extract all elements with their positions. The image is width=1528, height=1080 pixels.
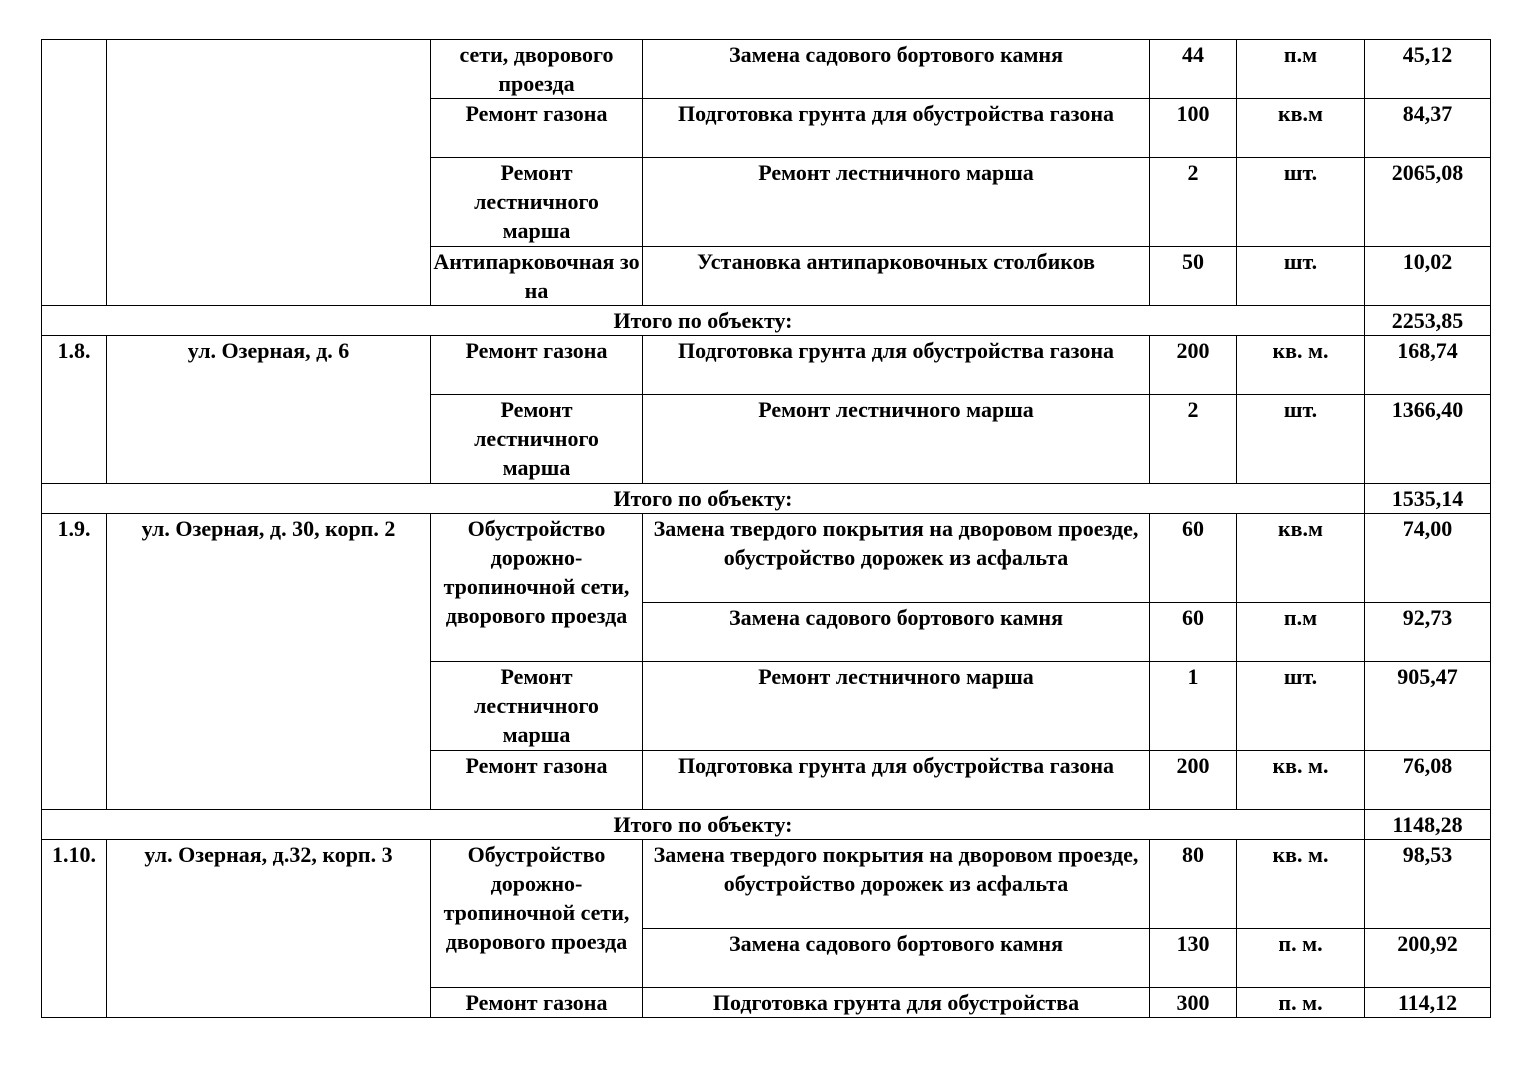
quantity-cell: 44: [1150, 40, 1237, 99]
work-description-line: Замена твердого покрытия на дворовом проезде,: [653, 516, 1139, 541]
table-row: [42, 514, 1491, 603]
row-number-cell: 1.9.: [42, 514, 107, 810]
work-category-cell: Ремонт газона: [431, 336, 643, 395]
subtotal-label: Итого по объекту:: [42, 810, 1365, 840]
work-category-cell: Обустройство дорожно-тропиночной сети, дворового проезда: [431, 514, 643, 662]
work-description-cell: Установка антипарковочных столбиков: [643, 247, 1150, 306]
cost-cell: 45,12: [1365, 40, 1491, 99]
cost-cell: 92,73: [1365, 603, 1491, 662]
quantity-cell: 60: [1150, 603, 1237, 662]
works-table: [41, 39, 1491, 1018]
quantity-cell: 2: [1150, 395, 1237, 484]
work-description-cell: Подготовка грунта для обустройства газона: [643, 336, 1150, 395]
quantity-cell: 300: [1150, 988, 1237, 1018]
work-description-cell: Подготовка грунта для обустройства газона: [643, 99, 1150, 158]
table-row: [42, 840, 1491, 929]
address-cell: ул. Озерная, д.32, корп. 3: [107, 840, 431, 1018]
work-category-cell: Ремонт лестничного марша: [431, 395, 643, 484]
work-description-cell: Замена садового бортового камня: [643, 40, 1150, 99]
cost-cell: 114,12: [1365, 988, 1491, 1018]
work-category-cell: Ремонт газона: [431, 99, 643, 158]
unit-cell: п. м.: [1237, 988, 1365, 1018]
subtotal-row: [42, 810, 1491, 840]
quantity-cell: 50: [1150, 247, 1237, 306]
quantity-cell: 200: [1150, 336, 1237, 395]
subtotal-sum: 2253,85: [1365, 306, 1491, 336]
unit-cell: п.м: [1237, 603, 1365, 662]
subtotal-row: [42, 306, 1491, 336]
address-cell: ул. Озерная, д. 6: [107, 336, 431, 484]
cost-cell: 84,37: [1365, 99, 1491, 158]
cost-cell: 905,47: [1365, 662, 1491, 751]
work-category-cell: Ремонт лестничного марша: [431, 662, 643, 751]
quantity-cell: 1: [1150, 662, 1237, 751]
subtotal-label: Итого по объекту:: [42, 484, 1365, 514]
unit-cell: шт.: [1237, 395, 1365, 484]
unit-cell: кв. м.: [1237, 840, 1365, 929]
subtotal-row: [42, 484, 1491, 514]
work-category-cell: Антипарковочная зона: [431, 247, 643, 306]
work-description-cell: Подготовка грунта для обустройства газона: [643, 751, 1150, 810]
work-description-cell: Замена садового бортового камня: [643, 603, 1150, 662]
unit-cell: кв. м.: [1237, 751, 1365, 810]
work-category-cell: сети, дворового проезда: [431, 40, 643, 99]
work-description-line: обустройство дорожек из асфальта: [723, 545, 1069, 570]
work-description-cell: Ремонт лестничного марша: [643, 662, 1150, 751]
address-cell: ул. Озерная, д. 30, корп. 2: [107, 514, 431, 810]
row-number-cell: [42, 40, 107, 306]
unit-cell: шт.: [1237, 158, 1365, 247]
work-description-cell: Ремонт лестничного марша: [643, 395, 1150, 484]
row-number-cell: 1.10.: [42, 840, 107, 1018]
unit-cell: шт.: [1237, 247, 1365, 306]
table-row: [42, 336, 1491, 395]
cost-cell: 10,02: [1365, 247, 1491, 306]
work-description-cell: Ремонт лестничного марша: [643, 158, 1150, 247]
work-category-cell: Обустройство дорожно-тропиночной сети, дворового проезда: [431, 840, 643, 988]
unit-cell: шт.: [1237, 662, 1365, 751]
unit-cell: кв. м.: [1237, 336, 1365, 395]
quantity-cell: 60: [1150, 514, 1237, 603]
quantity-cell: 100: [1150, 99, 1237, 158]
cost-cell: 1366,40: [1365, 395, 1491, 484]
work-description-cell: [643, 840, 1150, 929]
cost-cell: 98,53: [1365, 840, 1491, 929]
subtotal-sum: 1148,28: [1365, 810, 1491, 840]
row-number-cell: 1.8.: [42, 336, 107, 484]
work-description-line: обустройство дорожек из асфальта: [723, 871, 1069, 896]
subtotal-sum: 1535,14: [1365, 484, 1491, 514]
quantity-cell: 200: [1150, 751, 1237, 810]
cost-cell: 76,08: [1365, 751, 1491, 810]
work-category-cell: Ремонт лестничного марша: [431, 158, 643, 247]
quantity-cell: 130: [1150, 929, 1237, 988]
unit-cell: п. м.: [1237, 929, 1365, 988]
cost-cell: 74,00: [1365, 514, 1491, 603]
work-description-cell: Замена садового бортового камня: [643, 929, 1150, 988]
address-cell: [107, 40, 431, 306]
work-category-cell: Ремонт газона: [431, 751, 643, 810]
quantity-cell: 80: [1150, 840, 1237, 929]
cost-cell: 2065,08: [1365, 158, 1491, 247]
work-description-cell: [643, 514, 1150, 603]
cost-cell: 168,74: [1365, 336, 1491, 395]
unit-cell: кв.м: [1237, 514, 1365, 603]
work-category-cell: Ремонт газона: [431, 988, 643, 1018]
unit-cell: кв.м: [1237, 99, 1365, 158]
unit-cell: п.м: [1237, 40, 1365, 99]
subtotal-label: Итого по объекту:: [42, 306, 1365, 336]
quantity-cell: 2: [1150, 158, 1237, 247]
cost-cell: 200,92: [1365, 929, 1491, 988]
work-description-line: Замена твердого покрытия на дворовом проезде,: [653, 842, 1139, 867]
work-description-cell: Подготовка грунта для обустройства: [643, 988, 1150, 1018]
table-row: [42, 40, 1491, 99]
